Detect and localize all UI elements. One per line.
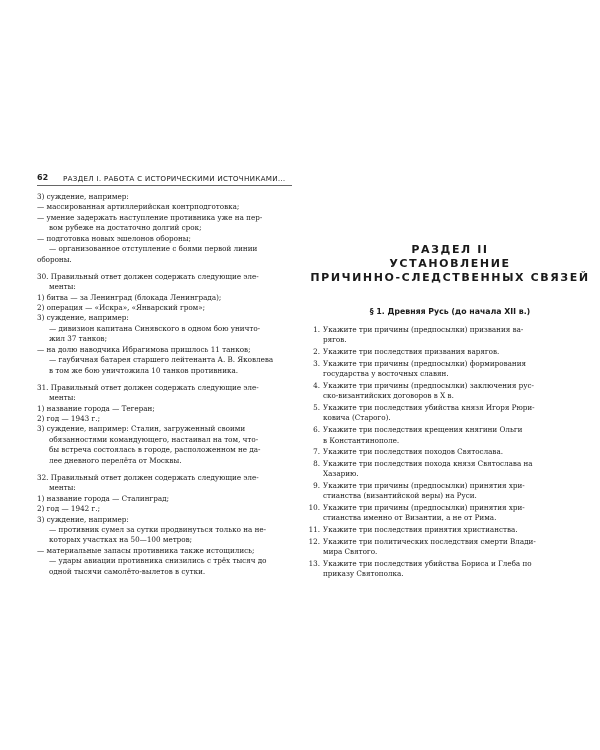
answer-line: менты: bbox=[49, 393, 76, 403]
question-number: 1. bbox=[313, 325, 320, 334]
answer-line: 3) суждение, например: Сталин, загруженный своими bbox=[37, 424, 246, 434]
question-line: Укажите три причины (предпосылки) заключения рус- bbox=[323, 380, 534, 390]
right-page bbox=[300, 0, 600, 750]
question-line: Укажите три последствия принятия христианства. bbox=[323, 525, 518, 535]
answer-line: — подготовка новых эшелонов обороны; bbox=[37, 233, 191, 243]
answer-line: 2) операция — «Искра», «Январский гром»; bbox=[37, 303, 206, 312]
answer-line: 31. Правильный ответ должен содержать следующие эле- bbox=[37, 382, 259, 392]
answer-line: обороны. bbox=[37, 254, 72, 264]
answer-line: — удары авиации противника снизились с трёх тысяч до bbox=[49, 556, 267, 566]
question-line: мира Святого. bbox=[323, 547, 378, 557]
answer-line: 32. Правильный ответ должен содержать следующие эле- bbox=[37, 472, 259, 482]
question-number: 5. bbox=[313, 402, 320, 412]
question-number: 11. bbox=[308, 525, 320, 535]
question-number: 4. bbox=[313, 380, 320, 390]
question-line: Укажите три политических последствия смерти Влади- bbox=[323, 536, 536, 546]
answer-line: — массированная артиллерийская контрподготовка; bbox=[37, 202, 240, 212]
answer-line: одной тысячи самолёто-вылетов в сутки. bbox=[49, 566, 206, 576]
question-line: стианства именно от Византии, а не от Рима. bbox=[323, 513, 497, 523]
answer-line: 2) год — 1943 г.; bbox=[37, 414, 100, 423]
answer-line: 3) суждение, например: bbox=[37, 514, 129, 524]
question-number: 9. bbox=[313, 480, 320, 490]
question-number: 3. bbox=[313, 358, 320, 368]
answer-line: — противник сумел за сутки продвинуться только на не- bbox=[49, 525, 267, 534]
answer-line: жил 37 танков; bbox=[49, 334, 108, 344]
question-line: стианства (византийской веры) на Руси. bbox=[323, 491, 477, 501]
subsection-title: § 1. Древняя Русь (до начала XII в.) bbox=[369, 307, 531, 316]
answer-line: — на долю наводчика Ибрагимова пришлось 11 танков; bbox=[37, 344, 251, 354]
question-line: рягов. bbox=[323, 335, 347, 345]
question-line: Укажите три последствия убийства Бориса и Глеба по bbox=[323, 558, 532, 568]
question-line: Укажите три последствия призвания варягов. bbox=[323, 347, 500, 357]
question-number: 2. bbox=[313, 347, 320, 357]
answer-line: 3) суждение, например: bbox=[37, 313, 129, 323]
page-header bbox=[37, 173, 292, 185]
header-rule bbox=[37, 185, 292, 186]
question-line: ско-византийских договоров в X в. bbox=[323, 391, 454, 401]
answer-line: — материальные запасы противника также истощились; bbox=[37, 545, 255, 555]
question-line: Хазарию. bbox=[323, 469, 359, 479]
question-number: 7. bbox=[313, 447, 320, 457]
answer-line: — гаубичная батарея старшего лейтенанта А. В. Яковлева bbox=[49, 355, 274, 365]
question-line: Укажите три причины (предпосылки) формирования bbox=[323, 358, 527, 368]
answer-line: бы встреча состоялась в городе, расположенном не да- bbox=[49, 445, 261, 455]
question-line: в Константинополе. bbox=[323, 435, 400, 445]
question-line: государства у восточных славян. bbox=[323, 369, 449, 379]
answer-line: 30. Правильный ответ должен содержать следующие эле- bbox=[37, 271, 259, 281]
question-line: Укажите три последствия походов Святослава. bbox=[323, 447, 504, 457]
answer-line: лее дневного перелёта от Москвы. bbox=[49, 455, 182, 465]
question-number: 13. bbox=[308, 558, 320, 568]
answer-line: 1) битва — за Ленинград (блокада Ленинграда); bbox=[37, 292, 222, 302]
section-title-line: УСТАНОВЛЕНИЕ bbox=[389, 257, 511, 270]
answer-line: вом рубеже на достаточно долгий срок; bbox=[49, 223, 202, 233]
question-line: приказу Святополка. bbox=[323, 569, 404, 579]
question-number: 10. bbox=[308, 503, 320, 512]
answer-line: — умение задержать наступление противника уже на пер- bbox=[37, 212, 263, 222]
section-number: РАЗДЕЛ II bbox=[411, 243, 489, 256]
question-line: Укажите три последствия убийства князя Игоря Рюри- bbox=[323, 402, 535, 412]
question-number: 12. bbox=[308, 536, 320, 546]
question-line: ковича (Старого). bbox=[323, 413, 391, 423]
question-line: Укажите три последствия крещения княгини Ольги bbox=[323, 425, 523, 434]
answer-line: обязанностями командующего, настаивал на том, что- bbox=[49, 434, 259, 444]
question-line: Укажите три причины (предпосылки) принятия хри- bbox=[323, 503, 525, 512]
answer-line: которых участках на 50—100 метров; bbox=[49, 535, 193, 545]
question-line: Укажите три последствия похода князя Святослава на bbox=[323, 458, 533, 468]
question-line: Укажите три причины (предпосылки) призвания ва- bbox=[323, 325, 524, 334]
section-title-line: ПРИЧИННО-СЛЕДСТВЕННЫХ СВЯЗЕЙ bbox=[310, 271, 590, 284]
answer-line: — дивизион капитана Синявского в одном бою уничто- bbox=[49, 323, 261, 333]
question-number: 8. bbox=[313, 458, 320, 468]
answer-line: 3) суждение, например: bbox=[37, 192, 129, 201]
answer-line: менты: bbox=[49, 282, 76, 292]
answer-line: 1) название города — Тегеран; bbox=[37, 403, 155, 413]
answer-line: — организованное отступление с боями первой линии bbox=[49, 244, 258, 254]
running-head: РАЗДЕЛ I. РАБОТА С ИСТОРИЧЕСКИМИ ИСТОЧНИКАМИ... bbox=[63, 174, 286, 183]
question-number: 6. bbox=[313, 425, 320, 434]
question-line: Укажите три причины (предпосылки) принятия хри- bbox=[323, 480, 525, 490]
answer-line: 2) год — 1942 г.; bbox=[37, 504, 100, 514]
answer-line: 1) название города — Сталинград; bbox=[37, 493, 170, 503]
answer-line: менты: bbox=[49, 483, 76, 493]
answer-line: в том же бою уничтожила 10 танков противника. bbox=[49, 365, 239, 375]
page-number: 62 bbox=[37, 173, 49, 182]
